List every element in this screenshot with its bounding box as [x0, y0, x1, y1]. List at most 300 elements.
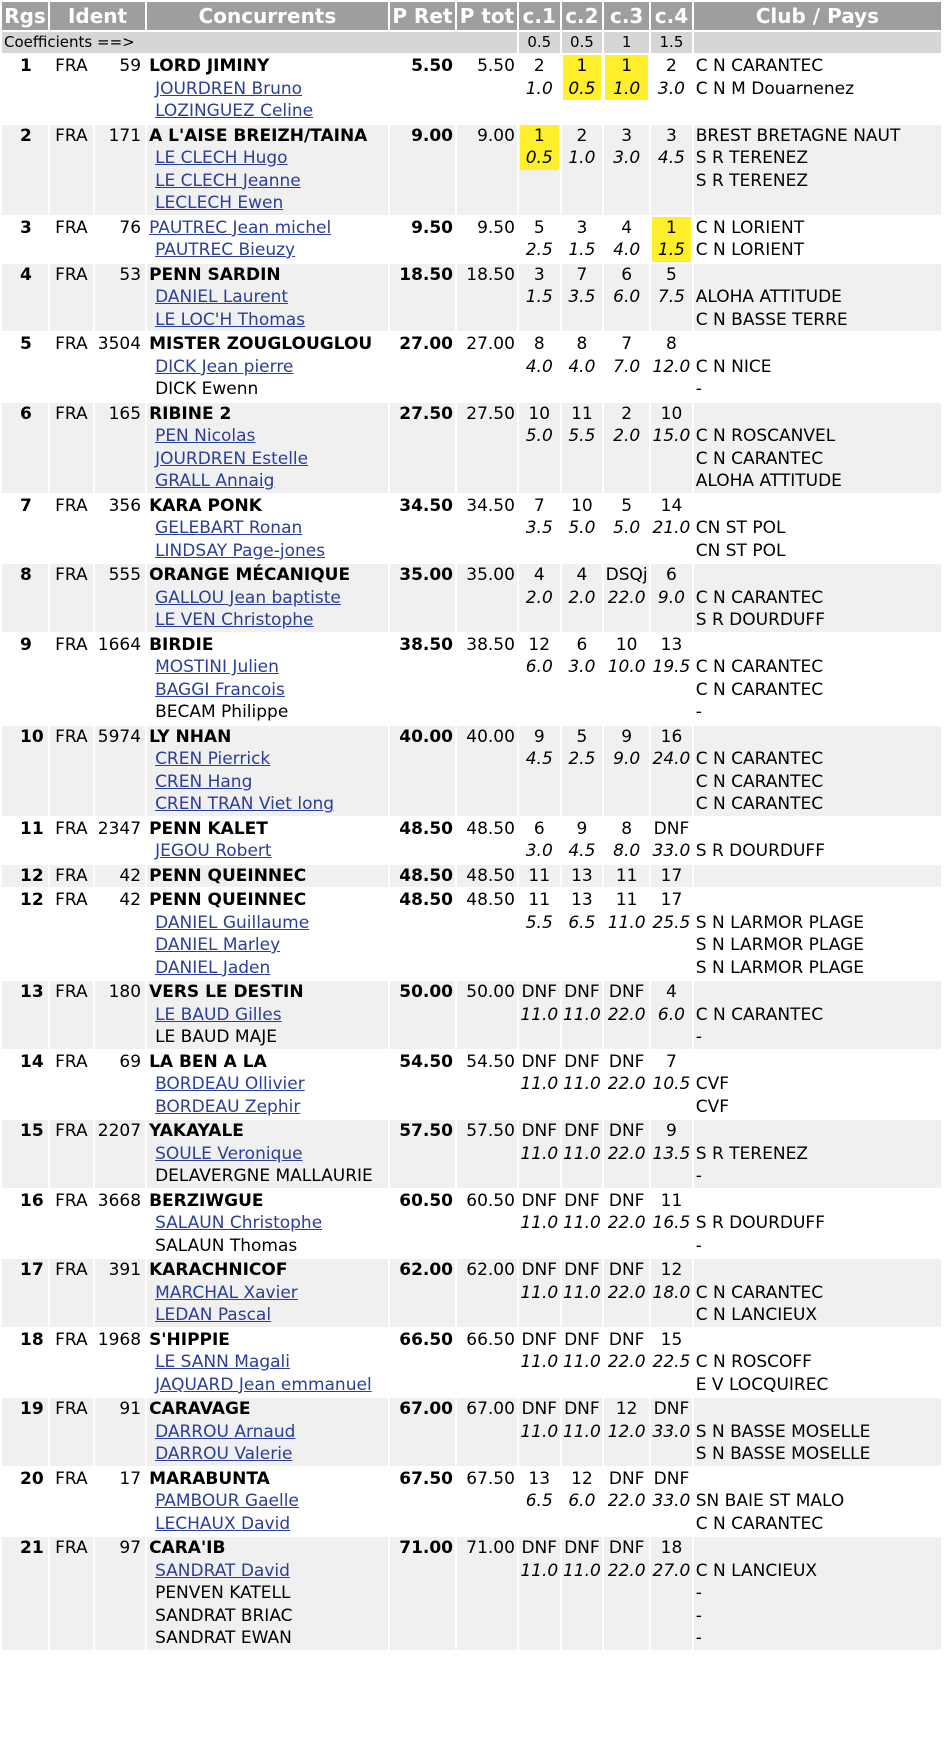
club-name: S N LARMOR PLAGE: [695, 912, 865, 933]
rank-cell: 1: [2, 55, 48, 123]
club-cell: [694, 1051, 941, 1119]
race-points: 11.0: [520, 1213, 559, 1233]
race-place: DNF: [564, 982, 600, 1002]
race-place: DNF: [564, 1190, 600, 1211]
race-place: 4: [533, 565, 545, 585]
race-3-cell: [604, 1468, 649, 1536]
club-cell: [694, 55, 941, 123]
country-cell: FRA: [50, 333, 93, 401]
race-points: 11.0: [562, 1004, 601, 1025]
crew-member: DICK Ewenn: [155, 379, 259, 399]
race-points: 24.0: [652, 749, 691, 769]
sail-number-cell: 555: [95, 564, 145, 632]
race-points: 10.0: [607, 657, 646, 677]
crew-member-link[interactable]: LOZINGUEZ Celine: [155, 101, 314, 121]
race-place: DNF: [521, 1190, 558, 1211]
points-total-cell: 9.50: [457, 217, 517, 262]
race-3-cell: [604, 818, 649, 863]
race-3-cell: [604, 403, 649, 493]
crew-member-link[interactable]: MARCHAL Xavier: [155, 1282, 298, 1303]
race-4-cell: [651, 1190, 692, 1258]
race-place: DNF: [608, 1121, 645, 1141]
race-points: 6.0: [613, 287, 641, 307]
race-place: 3: [533, 264, 545, 285]
crew-member: PENVEN KATELL: [155, 1583, 291, 1603]
club-name: -: [695, 1027, 702, 1047]
club-cell: [694, 217, 941, 262]
race-place: 8: [576, 334, 588, 354]
crew-member-link[interactable]: LE CLECH Jeanne: [155, 170, 301, 191]
competitor-cell: [147, 495, 388, 563]
race-points: 2.0: [525, 587, 553, 608]
race-place: DNF: [521, 1121, 558, 1141]
points-total-cell: 71.00: [457, 1537, 517, 1650]
competitor-cell: [147, 217, 388, 262]
race-place: 1: [563, 55, 602, 78]
race-1-cell: [519, 1259, 560, 1327]
race-1-cell: [519, 333, 560, 401]
crew-member-link[interactable]: DANIEL Marley: [155, 935, 281, 955]
points-total-cell: 67.50: [457, 1468, 517, 1536]
competitor-cell: [147, 1120, 388, 1188]
rank-cell: 4: [2, 264, 48, 332]
race-2-cell: [562, 1051, 603, 1119]
points-retained-cell: 27.50: [390, 403, 455, 493]
points-total-cell: 48.50: [457, 865, 517, 888]
club-name: C N CARANTEC: [695, 657, 824, 677]
sail-number-cell: 59: [95, 55, 145, 123]
points-total-cell: 27.50: [457, 403, 517, 493]
race-3-cell: [604, 55, 649, 123]
table-row: [2, 55, 941, 123]
crew-member-link[interactable]: LE SANN Magali: [155, 1352, 290, 1372]
race-points: 5.0: [613, 518, 641, 538]
crew-member-link[interactable]: SOULE Veronique: [155, 1143, 303, 1164]
crew-member-link[interactable]: LECLECH Ewen: [155, 193, 284, 213]
club-name: C N CARANTEC: [695, 794, 824, 814]
race-4-cell: [651, 55, 692, 123]
race-2-cell: [562, 865, 603, 888]
club-name: [696, 981, 939, 1004]
boat-name: BIRDIE: [149, 634, 214, 655]
club-name: -: [695, 1583, 702, 1603]
country-cell: FRA: [50, 217, 93, 262]
points-retained-cell: 66.50: [390, 1329, 455, 1397]
boat-name: MARABUNTA: [149, 1468, 270, 1489]
header-pret: P Ret: [390, 2, 455, 30]
sail-number-cell: 391: [95, 1259, 145, 1327]
competitor-cell: [147, 333, 388, 401]
crew-member-link[interactable]: GALLOU Jean baptiste: [155, 587, 341, 608]
coefficient-value: 1: [604, 32, 649, 53]
crew-member: SANDRAT EWAN: [155, 1628, 292, 1648]
race-points: 22.0: [607, 1352, 646, 1372]
sail-number-cell: 42: [95, 865, 145, 888]
race-points: 3.5: [525, 518, 553, 538]
race-points: 3.0: [568, 657, 596, 677]
race-2-cell: [562, 1468, 603, 1536]
club-name: [696, 726, 939, 749]
sail-number-cell: 53: [95, 264, 145, 332]
race-place: DNF: [564, 1538, 600, 1558]
race-place: DNF: [564, 1329, 600, 1350]
race-place: 7: [621, 334, 633, 354]
crew-member-link[interactable]: MOSTINI Julien: [155, 657, 279, 677]
points-total-cell: 35.00: [457, 564, 517, 632]
points-total-cell: 9.00: [457, 125, 517, 215]
crew-member-link[interactable]: JOURDREN Estelle: [155, 448, 309, 469]
race-place: 4: [666, 982, 677, 1002]
race-2-cell: [562, 726, 603, 816]
race-3-cell: [604, 564, 649, 632]
club-name: SN BAIE ST MALO: [695, 1491, 845, 1511]
boat-name: LORD JIMINY: [149, 56, 270, 76]
points-retained-cell: 50.00: [390, 981, 455, 1049]
table-row: [2, 1190, 941, 1258]
header-concurrents: Concurrents: [147, 2, 388, 30]
club-name: C N CARANTEC: [695, 1282, 824, 1303]
race-place: 5: [576, 726, 588, 747]
club-cell: [694, 403, 941, 493]
club-name: [696, 333, 939, 356]
race-1-cell: [519, 1190, 560, 1258]
club-name: C N LANCIEUX: [695, 1305, 818, 1325]
club-name: CN ST POL: [695, 540, 786, 561]
crew-member-link[interactable]: LECHAUX David: [155, 1513, 291, 1534]
boat-name: KARA PONK: [149, 495, 262, 516]
race-place: 9: [576, 818, 588, 839]
race-points: 22.0: [607, 1282, 646, 1303]
race-3-cell: [604, 217, 649, 262]
race-points: 4.5: [568, 841, 596, 861]
race-1-cell: [519, 726, 560, 816]
crew-member-link[interactable]: LINDSAY Page-jones: [155, 540, 326, 561]
race-place: DNF: [521, 1399, 558, 1419]
crew-member-link[interactable]: BAGGI Francois: [155, 679, 285, 700]
club-name: C N ROSCANVEL: [695, 426, 836, 446]
country-cell: FRA: [50, 264, 93, 332]
race-place: 8: [666, 334, 677, 354]
crew-member-link[interactable]: DARROU Valerie: [155, 1444, 293, 1464]
club-name: C N M Douarnenez: [695, 78, 854, 99]
competitor-cell: [147, 1051, 388, 1119]
race-1-cell: [519, 495, 560, 563]
rank-cell: 10: [2, 726, 48, 816]
coefficients-label: Coefficients ==>: [2, 32, 517, 53]
race-place: 16: [660, 726, 683, 747]
crew-member: BECAM Philippe: [155, 702, 289, 722]
race-place: DNF: [564, 1121, 600, 1141]
club-name: [696, 1537, 939, 1560]
race-points: 11.0: [562, 1282, 601, 1303]
rank-cell: 13: [2, 981, 48, 1049]
race-place: 13: [660, 634, 683, 655]
race-points: 11.0: [562, 1352, 601, 1372]
sail-number-cell: 171: [95, 125, 145, 215]
competitor-cell: [147, 1468, 388, 1536]
points-total-cell: 54.50: [457, 1051, 517, 1119]
club-name: [696, 564, 939, 587]
rank-cell: 18: [2, 1329, 48, 1397]
sail-number-cell: 165: [95, 403, 145, 493]
race-place: 3: [576, 217, 588, 238]
race-1-cell: [519, 125, 560, 215]
points-total-cell: 40.00: [457, 726, 517, 816]
points-retained-cell: 35.00: [390, 564, 455, 632]
sail-number-cell: 91: [95, 1398, 145, 1466]
table-header: [2, 2, 941, 30]
race-place: 10: [615, 634, 638, 655]
crew-member-link[interactable]: JEGOU Robert: [155, 841, 272, 861]
race-points: 11.0: [520, 1143, 559, 1164]
race-points: 4.5: [525, 749, 553, 769]
race-place: DNF: [521, 1538, 558, 1558]
race-place: 3: [666, 125, 677, 146]
rank-cell: 11: [2, 818, 48, 863]
crew-member-link[interactable]: DANIEL Jaden: [155, 957, 271, 978]
race-2-cell: [562, 264, 603, 332]
race-place: 13: [528, 1468, 551, 1489]
boat-name: MISTER ZOUGLOUGLOU: [149, 334, 373, 354]
rank-cell: 19: [2, 1398, 48, 1466]
country-cell: FRA: [50, 1537, 93, 1650]
race-4-cell: [651, 125, 692, 215]
country-cell: FRA: [50, 889, 93, 979]
club-cell: [694, 264, 941, 332]
country-cell: FRA: [50, 865, 93, 888]
race-2-cell: [562, 403, 603, 493]
race-place: 1: [652, 217, 691, 240]
table-row: [2, 264, 941, 332]
crew-member-link[interactable]: BORDEAU Zephir: [155, 1096, 301, 1117]
crew-member-link[interactable]: SANDRAT David: [155, 1560, 290, 1581]
race-place: DNF: [608, 982, 645, 1002]
race-points: 2.0: [568, 587, 596, 608]
crew-member-link[interactable]: CREN TRAN Viet long: [155, 794, 335, 814]
race-4-cell: [651, 264, 692, 332]
race-1-cell: [519, 1468, 560, 1536]
points-total-cell: 62.00: [457, 1259, 517, 1327]
race-place: 9: [533, 726, 545, 747]
boat-name: S'HIPPIE: [149, 1329, 230, 1350]
boat-name: A L'AISE BREIZH/TAINA: [149, 125, 368, 146]
race-place: 11: [615, 865, 638, 886]
race-1-cell: [519, 264, 560, 332]
boat-name: PENN QUEINNEC: [149, 890, 307, 910]
rank-cell: 2: [2, 125, 48, 215]
points-total-cell: 60.50: [457, 1190, 517, 1258]
race-points: 2.5: [568, 749, 596, 769]
race-1-cell: [519, 634, 560, 724]
race-points: 22.0: [607, 587, 646, 608]
crew-member-link[interactable]: CREN Hang: [155, 771, 253, 792]
boat-name-link[interactable]: PAUTREC Jean michel: [149, 217, 332, 238]
race-points: 6.5: [525, 1491, 553, 1511]
crew-member-link[interactable]: CREN Pierrick: [155, 749, 271, 769]
race-points: 9.0: [613, 749, 641, 769]
race-points: 11.0: [562, 1143, 601, 1164]
table-row: [2, 1537, 941, 1650]
club-name: S R TERENEZ: [695, 170, 808, 191]
race-4-cell: [651, 403, 692, 493]
sail-number-cell: 2347: [95, 818, 145, 863]
club-name: S R DOURDUFF: [695, 610, 825, 630]
club-name: C N CARANTEC: [695, 771, 824, 792]
rank-cell: 8: [2, 564, 48, 632]
header-c4: c.4: [651, 2, 692, 30]
club-name: S R DOURDUFF: [695, 1213, 825, 1233]
country-cell: FRA: [50, 1329, 93, 1397]
race-place: 2: [576, 125, 588, 146]
race-place: 5: [666, 264, 677, 285]
crew-member-link[interactable]: SALAUN Christophe: [155, 1213, 323, 1233]
points-total-cell: 48.50: [457, 818, 517, 863]
boat-name: LA BEN A LA: [149, 1051, 267, 1072]
club-cell: [694, 564, 941, 632]
country-cell: FRA: [50, 981, 93, 1049]
club-name: [696, 1468, 939, 1491]
race-place: 6: [621, 264, 633, 285]
points-retained-cell: 18.50: [390, 264, 455, 332]
rank-cell: 7: [2, 495, 48, 563]
club-name: C N LANCIEUX: [695, 1560, 818, 1581]
points-total-cell: 5.50: [457, 55, 517, 123]
race-points: 1.0: [525, 78, 553, 99]
crew-member-link[interactable]: DANIEL Laurent: [155, 287, 289, 307]
boat-name: CARAVAGE: [149, 1399, 251, 1419]
country-cell: FRA: [50, 1398, 93, 1466]
coefficients-row: [2, 32, 941, 53]
club-name: -: [695, 1628, 702, 1648]
race-place: 9: [621, 726, 633, 747]
race-place: 14: [660, 495, 683, 516]
race-place: 12: [528, 634, 551, 655]
crew-member: SALAUN Thomas: [155, 1235, 298, 1256]
competitor-cell: [147, 1329, 388, 1397]
race-2-cell: [562, 55, 603, 123]
race-points: 22.0: [607, 1491, 646, 1511]
crew-member-link[interactable]: GRALL Annaig: [155, 471, 275, 491]
crew-member-link[interactable]: PAUTREC Bieuzy: [155, 240, 296, 260]
crew-member-link[interactable]: LE VEN Christophe: [155, 610, 314, 630]
club-name: S N LARMOR PLAGE: [695, 957, 865, 978]
race-2-cell: [562, 564, 603, 632]
race-4-cell: [651, 981, 692, 1049]
club-cell: [694, 125, 941, 215]
race-points: 18.0: [652, 1282, 691, 1303]
club-name: [696, 1259, 939, 1282]
race-points: 11.0: [520, 1352, 559, 1372]
sail-number-cell: 2207: [95, 1120, 145, 1188]
club-name: S N LARMOR PLAGE: [695, 935, 865, 955]
club-name: [696, 1120, 939, 1143]
crew-member-link[interactable]: JOURDREN Bruno: [155, 78, 303, 99]
race-3-cell: [604, 495, 649, 563]
race-2-cell: [562, 1329, 603, 1397]
crew-member-link[interactable]: DANIEL Guillaume: [155, 912, 310, 933]
race-1-cell: [519, 403, 560, 493]
race-place: 10: [571, 495, 593, 516]
race-place: 4: [576, 565, 588, 585]
table-row: [2, 726, 941, 816]
race-points: 25.5: [652, 912, 691, 933]
race-2-cell: [562, 495, 603, 563]
crew-member-link[interactable]: LE BAUD Gilles: [155, 1004, 282, 1025]
boat-name: RIBINE 2: [149, 403, 232, 424]
race-points: 5.5: [525, 912, 553, 933]
race-place: DNF: [521, 982, 558, 1002]
table-row: [2, 403, 941, 493]
competitor-cell: [147, 264, 388, 332]
race-place: 6: [533, 818, 545, 839]
race-points: 22.0: [607, 1560, 646, 1581]
club-name: [696, 403, 939, 426]
rank-cell: 6: [2, 403, 48, 493]
header-c1: c.1: [519, 2, 560, 30]
race-place: 17: [660, 865, 683, 886]
race-place: DSQj: [605, 565, 648, 585]
race-points: 10.5: [652, 1074, 691, 1094]
rank-cell: 12: [2, 865, 48, 888]
race-4-cell: [651, 1051, 692, 1119]
points-total-cell: 50.00: [457, 981, 517, 1049]
race-points: 11.0: [562, 1560, 601, 1581]
boat-name: ORANGE MÉCANIQUE: [149, 565, 351, 585]
club-cell: [694, 1329, 941, 1397]
crew-member-link[interactable]: DICK Jean pierre: [155, 356, 294, 377]
race-points: 2.5: [525, 240, 553, 260]
crew-member-link[interactable]: BORDEAU Ollivier: [155, 1074, 305, 1094]
race-4-cell: [651, 564, 692, 632]
club-name: C N NICE: [695, 356, 772, 377]
sail-number-cell: 180: [95, 981, 145, 1049]
race-points: 22.5: [652, 1352, 691, 1372]
race-place: 13: [571, 890, 593, 910]
club-name: [696, 889, 939, 912]
crew-member-link[interactable]: PEN Nicolas: [155, 426, 256, 446]
race-place: 4: [621, 217, 633, 238]
race-points: 15.0: [652, 426, 691, 446]
crew-member-link[interactable]: LE LOC'H Thomas: [155, 309, 306, 330]
crew-member-link[interactable]: GELEBART Ronan: [155, 518, 303, 538]
points-total-cell: 34.50: [457, 495, 517, 563]
race-points: 2.0: [613, 426, 641, 446]
crew-member-link[interactable]: PAMBOUR Gaelle: [155, 1491, 299, 1511]
race-place: 2: [533, 56, 545, 76]
race-1-cell: [519, 1537, 560, 1650]
table-row: [2, 981, 941, 1049]
crew-member-link[interactable]: LE CLECH Hugo: [155, 148, 288, 168]
race-4-cell: [651, 1398, 692, 1466]
points-retained-cell: 9.50: [390, 217, 455, 262]
crew-member-link[interactable]: LEDAN Pascal: [155, 1305, 272, 1325]
points-total-cell: 66.50: [457, 1329, 517, 1397]
club-name: [696, 264, 939, 287]
race-points: 33.0: [652, 841, 691, 861]
crew-member-link[interactable]: JAQUARD Jean emmanuel: [155, 1374, 372, 1395]
race-points: 3.0: [657, 78, 685, 99]
crew-member-link[interactable]: DARROU Arnaud: [155, 1421, 296, 1442]
points-retained-cell: 54.50: [390, 1051, 455, 1119]
race-1-cell: [519, 1051, 560, 1119]
competitor-cell: [147, 889, 388, 979]
race-points: 6.0: [525, 657, 553, 677]
club-cell: [694, 634, 941, 724]
race-3-cell: [604, 1190, 649, 1258]
race-1-cell: [519, 564, 560, 632]
club-name: [696, 1190, 939, 1213]
boat-name: PENN SARDIN: [149, 264, 281, 285]
